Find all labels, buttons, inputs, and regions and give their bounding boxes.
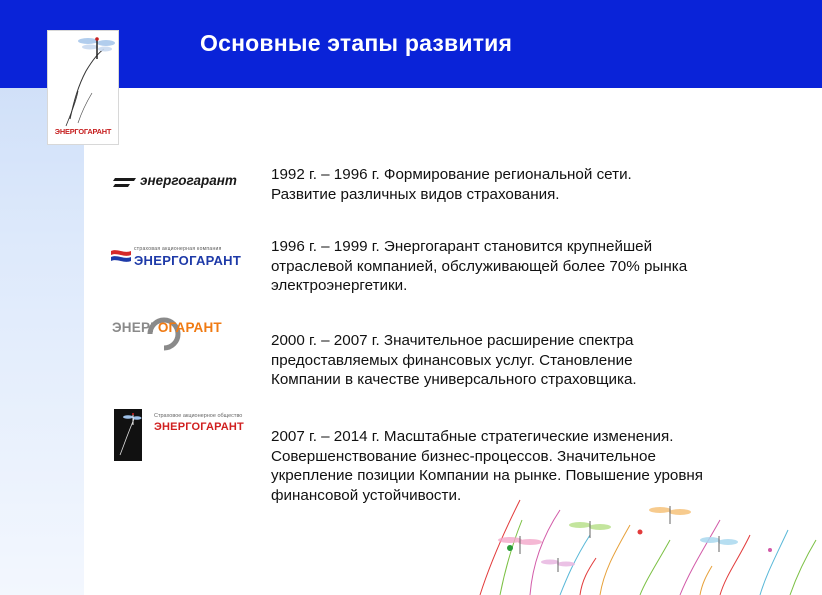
brand-logo-4 bbox=[114, 409, 244, 465]
corner-logo bbox=[47, 30, 119, 145]
brand-logo-2 bbox=[110, 246, 260, 270]
brand-logo-4-subtitle: Страховое акционерное общество bbox=[154, 413, 243, 419]
energogarant-stripes-logo-icon bbox=[112, 174, 140, 192]
brand-logo-3 bbox=[112, 314, 242, 354]
brand-logo-1-text: энергогарант bbox=[140, 173, 237, 188]
energogarant-flag-logo-icon bbox=[110, 248, 132, 268]
brand-logo-1 bbox=[112, 173, 262, 193]
timeline-entry-4: 2007 г. – 2014 г. Масштабные стратегические изменения. Совершенствование бизнес-процессов. Значительное укрепление позиции Компании на рынке. Повышение уровня финансовой устойчивости. bbox=[271, 428, 704, 504]
timeline-entry-3: 2000 г. – 2007 г. Значительное расширение спектра предоставляемых финансовых услуг. Становление Компании в качестве универсального страховщика. bbox=[271, 332, 637, 388]
brand-logo-4-text: ЭНЕРГОГАРАНТ bbox=[154, 421, 244, 433]
brand-logo-3-text-b: ОГАРАНТ bbox=[157, 320, 222, 335]
brand-logo-2-text: ЭНЕРГОГАРАНТ bbox=[134, 253, 242, 268]
timeline-entry-1: 1992 г. – 1996 г. Формирование региональной сети. Развитие различных видов страхования. bbox=[271, 166, 632, 203]
energogarant-dragonfly-logo-icon bbox=[114, 409, 142, 461]
dragonflies-grass-illustration-icon bbox=[470, 480, 822, 595]
timeline-entry-2: 1996 г. – 1999 г. Энергогарант становится крупнейшей отраслевой компанией, обслуживающей более 70% рынка электроэнергетики. bbox=[271, 238, 688, 294]
brand-logo-3-text-a: ЭНЕРГ bbox=[112, 320, 158, 335]
brand-logo-2-subtitle: страховая акционерная компания bbox=[134, 246, 222, 252]
page-title: Основные этапы развития bbox=[200, 30, 513, 56]
corner-logo-text: ЭНЕРГОГАРАНТ bbox=[54, 127, 112, 136]
brand-logo-3-text bbox=[112, 320, 222, 335]
